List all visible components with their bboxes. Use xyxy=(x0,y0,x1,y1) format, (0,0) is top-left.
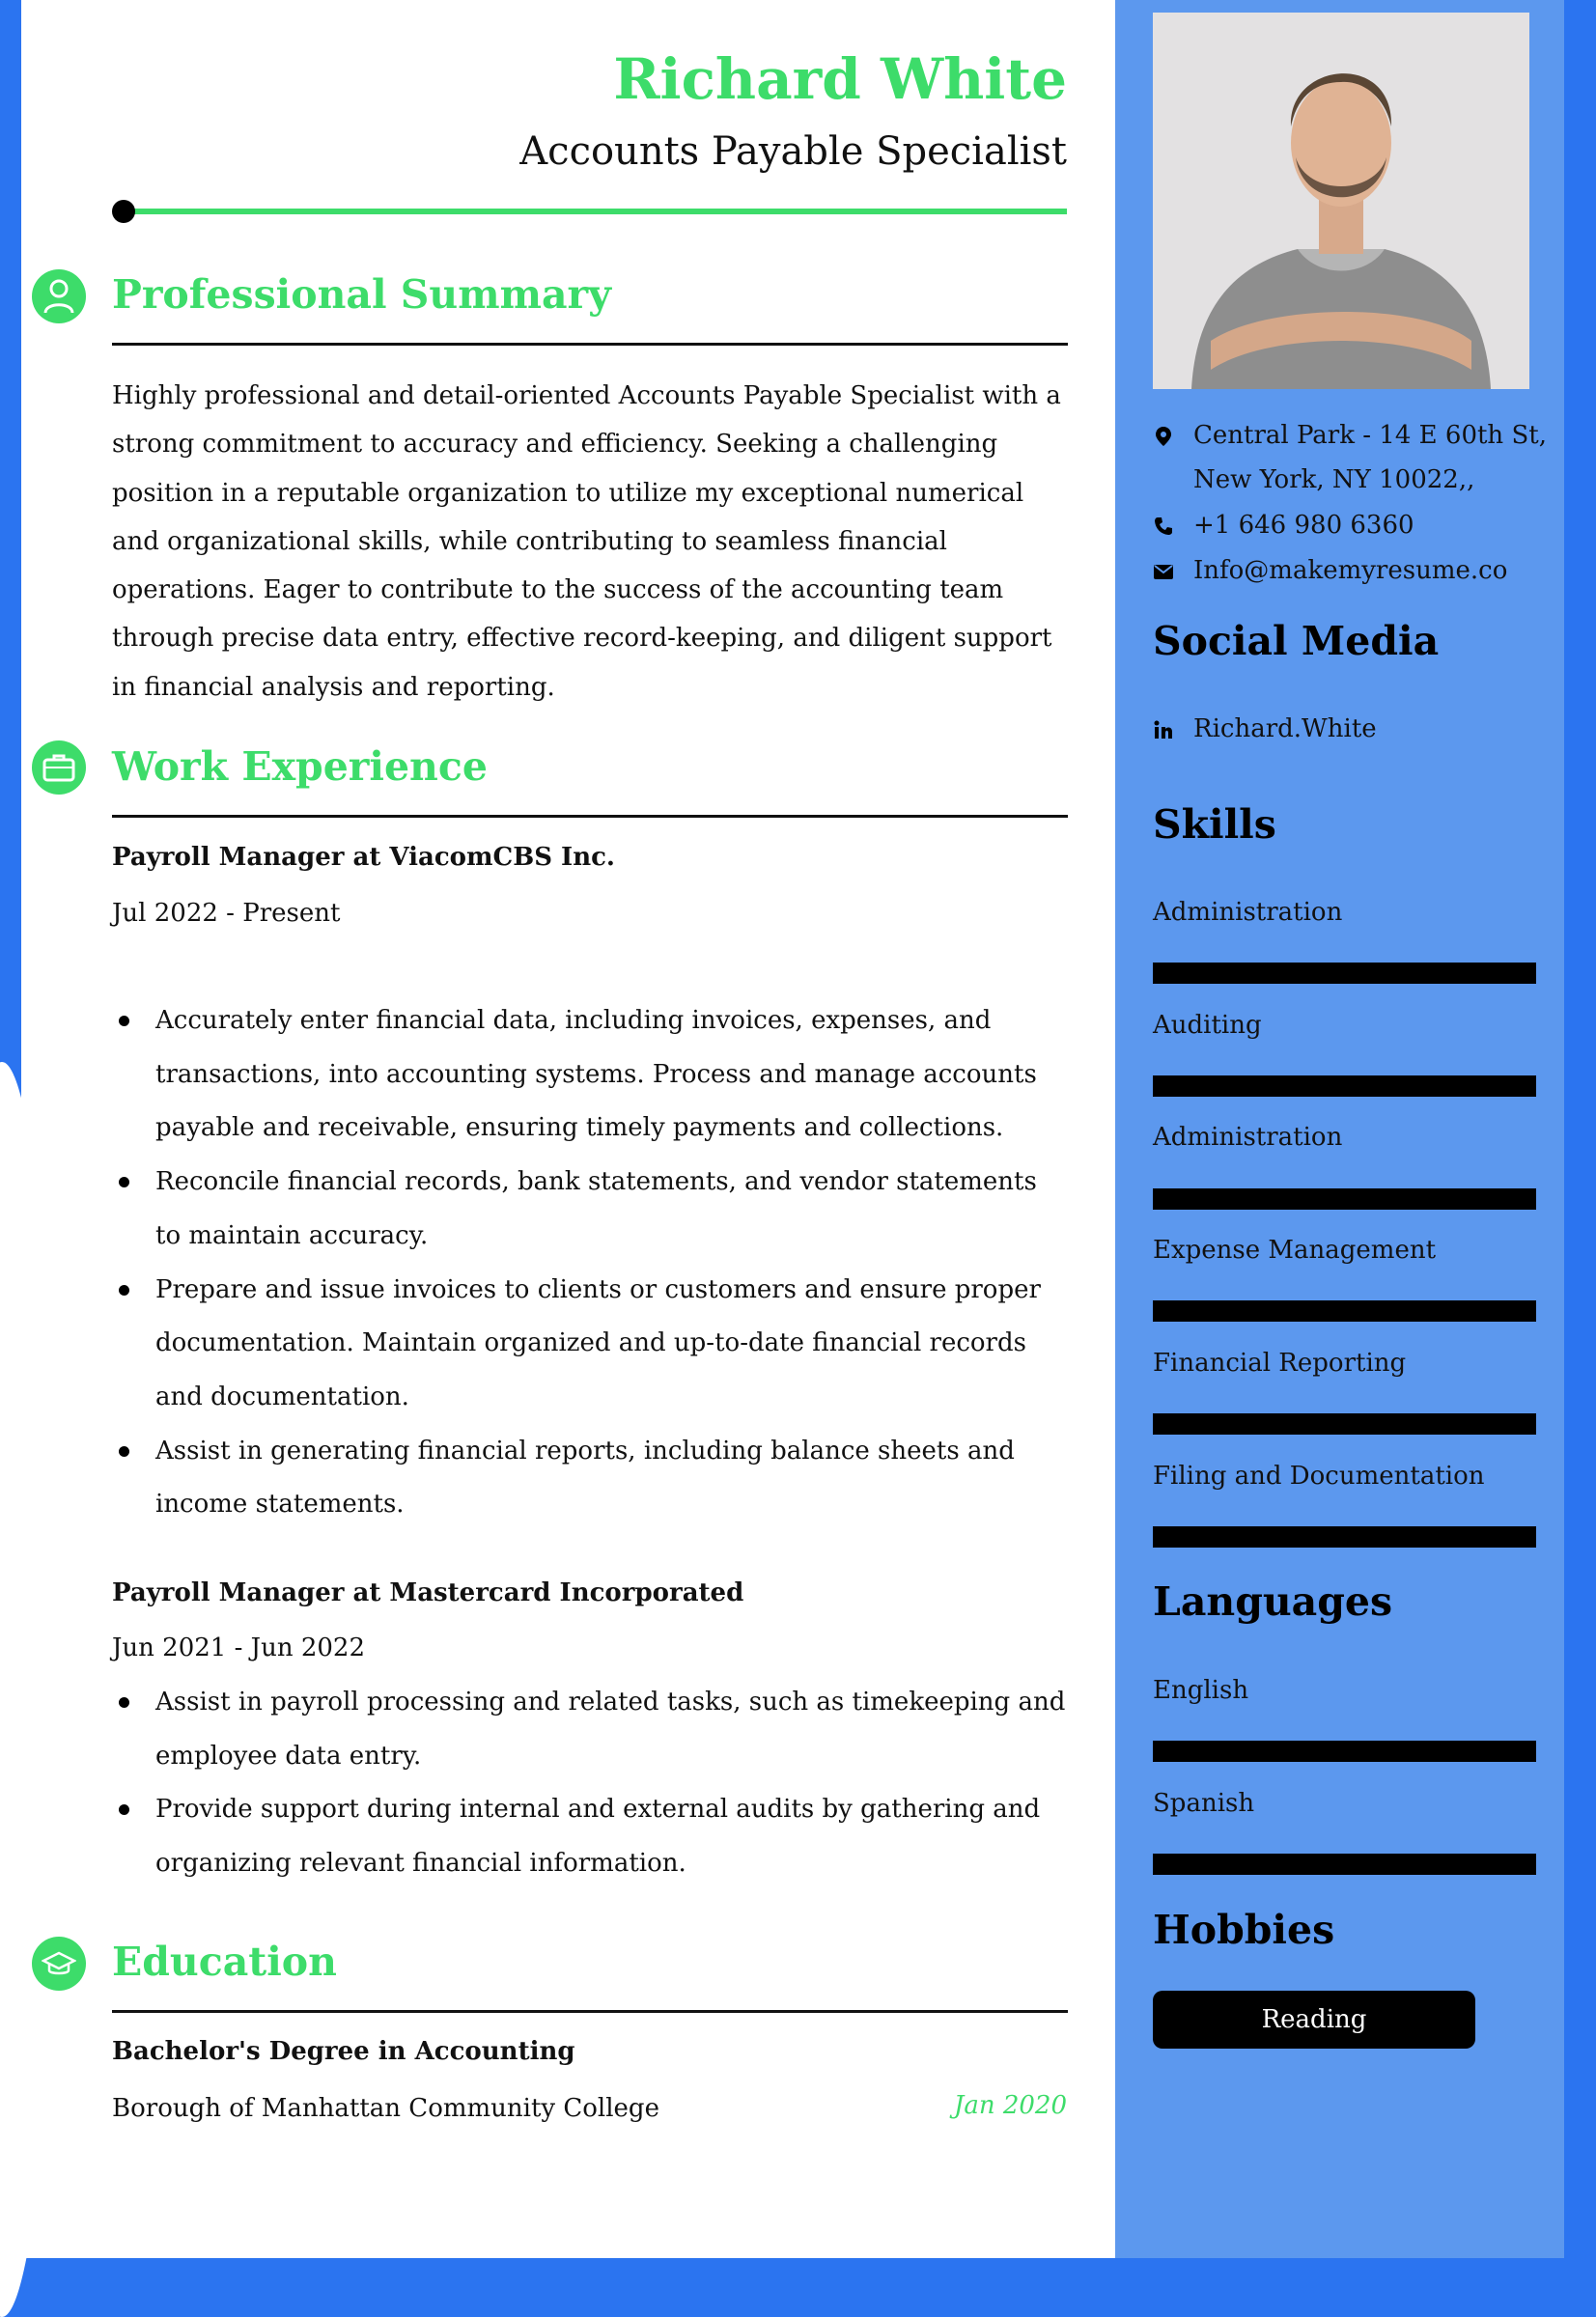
hobby-badge: Reading xyxy=(1153,1991,1475,2049)
job-title: Payroll Manager at ViacomCBS Inc. xyxy=(112,843,615,872)
list-item: Assist in payroll processing and related tasks, such as timekeeping and employee data entry. xyxy=(112,1676,1068,1783)
user-icon xyxy=(32,269,86,323)
language-label: Spanish xyxy=(1153,1789,1255,1818)
skill-label: Expense Management xyxy=(1153,1236,1437,1265)
education-school: Borough of Manhattan Community College xyxy=(112,2094,659,2123)
job-title: Payroll Manager at Mastercard Incorporated xyxy=(112,1578,744,1607)
section-title-summary: Professional Summary xyxy=(112,271,611,318)
linkedin-icon xyxy=(1153,719,1174,740)
section-divider xyxy=(112,2010,1068,2013)
section-title-social: Social Media xyxy=(1153,618,1440,664)
section-title-education: Education xyxy=(112,1939,337,1985)
skill-bar xyxy=(1153,1526,1536,1548)
education-degree: Bachelor's Degree in Accounting xyxy=(112,2037,575,2066)
skill-bar xyxy=(1153,1188,1536,1210)
job-bullets xyxy=(112,994,1068,1532)
candidate-name: Richard White xyxy=(613,46,1067,112)
language-bar xyxy=(1153,1741,1536,1762)
briefcase-icon xyxy=(32,740,86,795)
skill-label: Administration xyxy=(1153,898,1343,927)
envelope-icon xyxy=(1153,561,1174,582)
skill-label: Financial Reporting xyxy=(1153,1349,1407,1378)
email-link[interactable]: Info@makemyresume.co xyxy=(1193,556,1508,585)
section-title-languages: Languages xyxy=(1153,1578,1393,1625)
skill-bar xyxy=(1153,963,1536,984)
list-item: Accurately enter financial data, including invoices, expenses, and transactions, into accounting systems. Process and manage accounts payable and receivable, ensuring timely payments and collections. xyxy=(112,994,1068,1156)
decorative-curve xyxy=(0,1062,60,2317)
list-item: Prepare and issue invoices to clients or customers and ensure proper documentation. Maintain organized and up-to-date financial records and documentation. xyxy=(112,1264,1068,1425)
header-divider-dot xyxy=(112,200,135,223)
education-date: Jan 2020 xyxy=(953,2091,1067,2120)
address-text: Central Park - 14 E 60th St, New York, NY 10022,, xyxy=(1193,421,1547,494)
phone-text[interactable]: +1 646 980 6360 xyxy=(1193,511,1414,540)
summary-text: Highly professional and detail-oriented Accounts Payable Specialist with a strong commitment to accuracy and efficiency. Seeking a challenging position in a reputable organization to utilize my exceptional numerical and organizational skills, while contributing to seamless financial operations. Eager to contribute to the success of the accounting team through precise data entry, effective record-keeping, and diligent support in financial analysis and reporting. xyxy=(112,381,1061,702)
linkedin-link[interactable]: Richard.White xyxy=(1193,714,1377,743)
section-title-skills: Skills xyxy=(1153,801,1276,848)
section-title-experience: Work Experience xyxy=(112,743,488,790)
phone-icon xyxy=(1153,516,1174,537)
skill-label: Administration xyxy=(1153,1123,1343,1152)
list-item: Reconcile financial records, bank statements, and vendor statements to maintain accuracy. xyxy=(112,1156,1068,1263)
section-divider xyxy=(112,343,1068,346)
candidate-title: Accounts Payable Specialist xyxy=(519,129,1067,174)
skill-bar xyxy=(1153,1413,1536,1435)
profile-photo xyxy=(1153,13,1529,389)
list-item: Provide support during internal and external audits by gathering and organizing relevant financial information. xyxy=(112,1783,1068,1890)
language-bar xyxy=(1153,1854,1536,1875)
skill-bar xyxy=(1153,1075,1536,1097)
job-date: Jun 2021 - Jun 2022 xyxy=(112,1633,366,1662)
section-title-hobbies: Hobbies xyxy=(1153,1907,1335,1953)
location-pin-icon xyxy=(1153,426,1174,447)
job-date: Jul 2022 - Present xyxy=(112,899,341,928)
job-bullets xyxy=(112,1676,1068,1891)
skill-label: Auditing xyxy=(1153,1011,1262,1040)
section-divider xyxy=(112,815,1068,818)
right-border xyxy=(1564,0,1596,2258)
list-item: Assist in generating financial reports, including balance sheets and income statements. xyxy=(112,1425,1068,1532)
skill-bar xyxy=(1153,1300,1536,1322)
graduation-cap-icon xyxy=(32,1937,86,1991)
language-label: English xyxy=(1153,1676,1249,1705)
header-divider xyxy=(123,209,1067,214)
skill-label: Filing and Documentation xyxy=(1153,1462,1485,1491)
